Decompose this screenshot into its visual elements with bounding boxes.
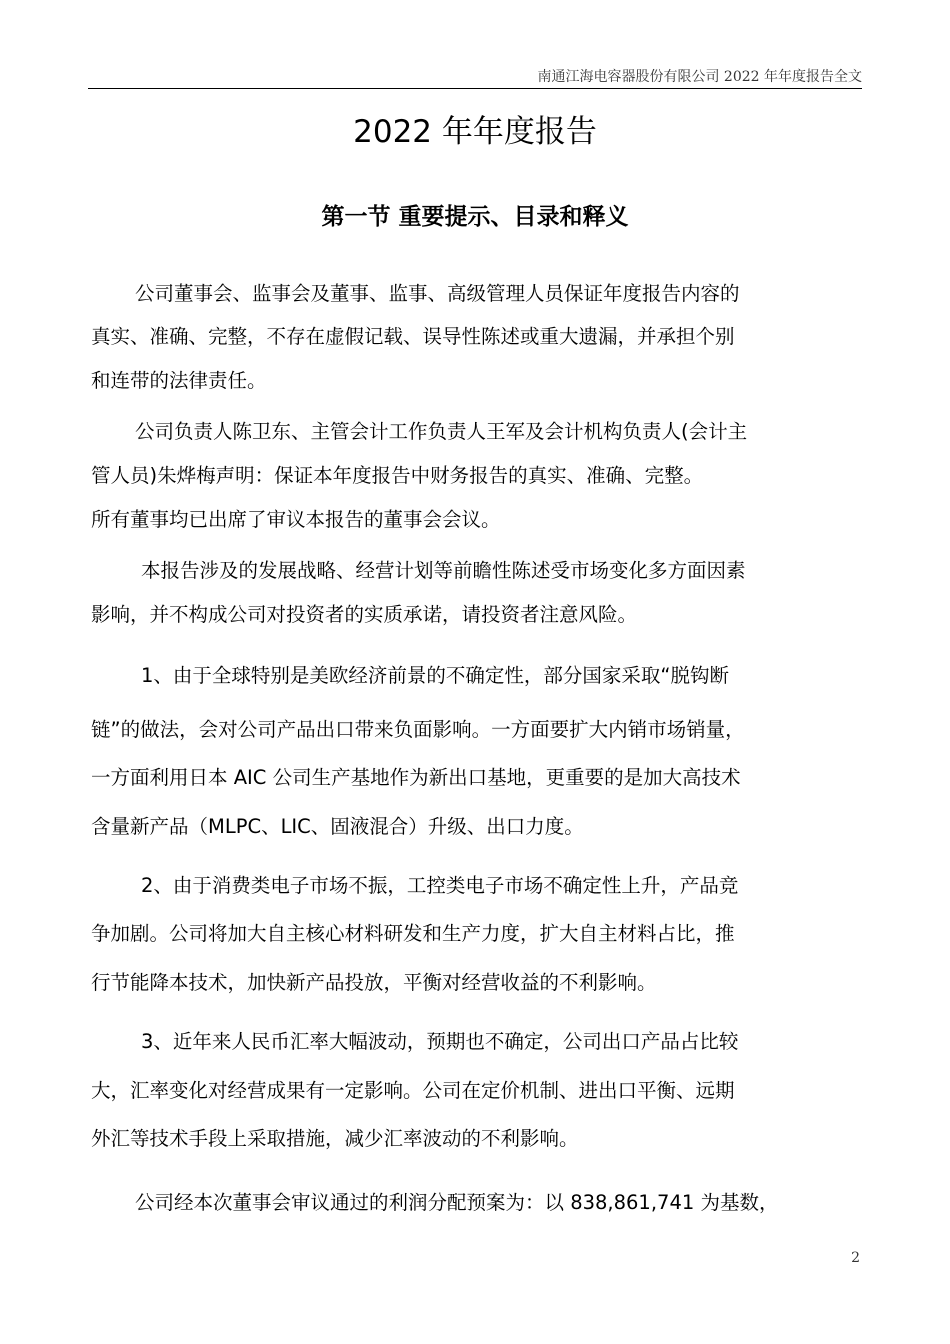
paragraph-line: 和连带的法律责任。	[91, 369, 267, 392]
paragraph-line: 含量新产品（MLPC、LIC、固液混合）升级、出口力度。	[91, 815, 584, 838]
paragraph-line: 公司负责人陈卫东、主管会计工作负责人王军及会计机构负责人(会计主	[135, 420, 748, 443]
paragraph-line: 链”的做法，会对公司产品出口带来负面影响。一方面要扩大内销市场销量，	[91, 718, 745, 741]
section-title: 第一节 重要提示、目录和释义	[321, 204, 629, 230]
paragraph-line: 公司经本次董事会审议通过的利润分配预案为：以 838,861,741 为基数，	[135, 1191, 779, 1214]
paragraph-line: 1、由于全球特别是美欧经济前景的不确定性，部分国家采取“脱钩断	[141, 664, 730, 687]
paragraph-line: 公司董事会、监事会及董事、监事、高级管理人员保证年度报告内容的	[135, 282, 740, 305]
paragraph-line: 3、近年来人民币汇率大幅波动，预期也不确定，公司出口产品占比较	[141, 1030, 739, 1053]
document-title: 2022 年年度报告	[353, 114, 597, 150]
header-divider	[88, 88, 862, 89]
paragraph-line: 行节能降本技术，加快新产品投放，平衡对经营收益的不利影响。	[91, 971, 657, 994]
paragraph-line: 所有董事均已出席了审议本报告的董事会会议。	[91, 508, 501, 531]
paragraph-line: 争加剧。公司将加大自主核心材料研发和生产力度，扩大自主材料占比，推	[91, 922, 735, 945]
paragraph-line: 2、由于消费类电子市场不振，工控类电子市场不确定性上升，产品竞	[141, 874, 739, 897]
paragraph-line: 一方面利用日本 AIC 公司生产基地作为新出口基地，更重要的是加大高技术	[91, 766, 741, 789]
running-header: 南通江海电容器股份有限公司 2022 年年度报告全文	[537, 69, 862, 85]
paragraph-line: 外汇等技术手段上采取措施，减少汇率波动的不利影响。	[91, 1127, 579, 1150]
paragraph-line: 本报告涉及的发展战略、经营计划等前瞻性陈述受市场变化多方面因素	[141, 559, 746, 582]
paragraph-line: 大，汇率变化对经营成果有一定影响。公司在定价机制、进出口平衡、远期	[91, 1079, 735, 1102]
paragraph-line: 影响，并不构成公司对投资者的实质承诺，请投资者注意风险。	[91, 603, 638, 626]
paragraph-line: 真实、准确、完整，不存在虚假记载、误导性陈述或重大遗漏，并承担个别	[91, 325, 735, 348]
paragraph-line: 管人员)朱烨梅声明：保证本年度报告中财务报告的真实、准确、完整。	[91, 464, 704, 487]
page-number: 2	[851, 1250, 860, 1266]
